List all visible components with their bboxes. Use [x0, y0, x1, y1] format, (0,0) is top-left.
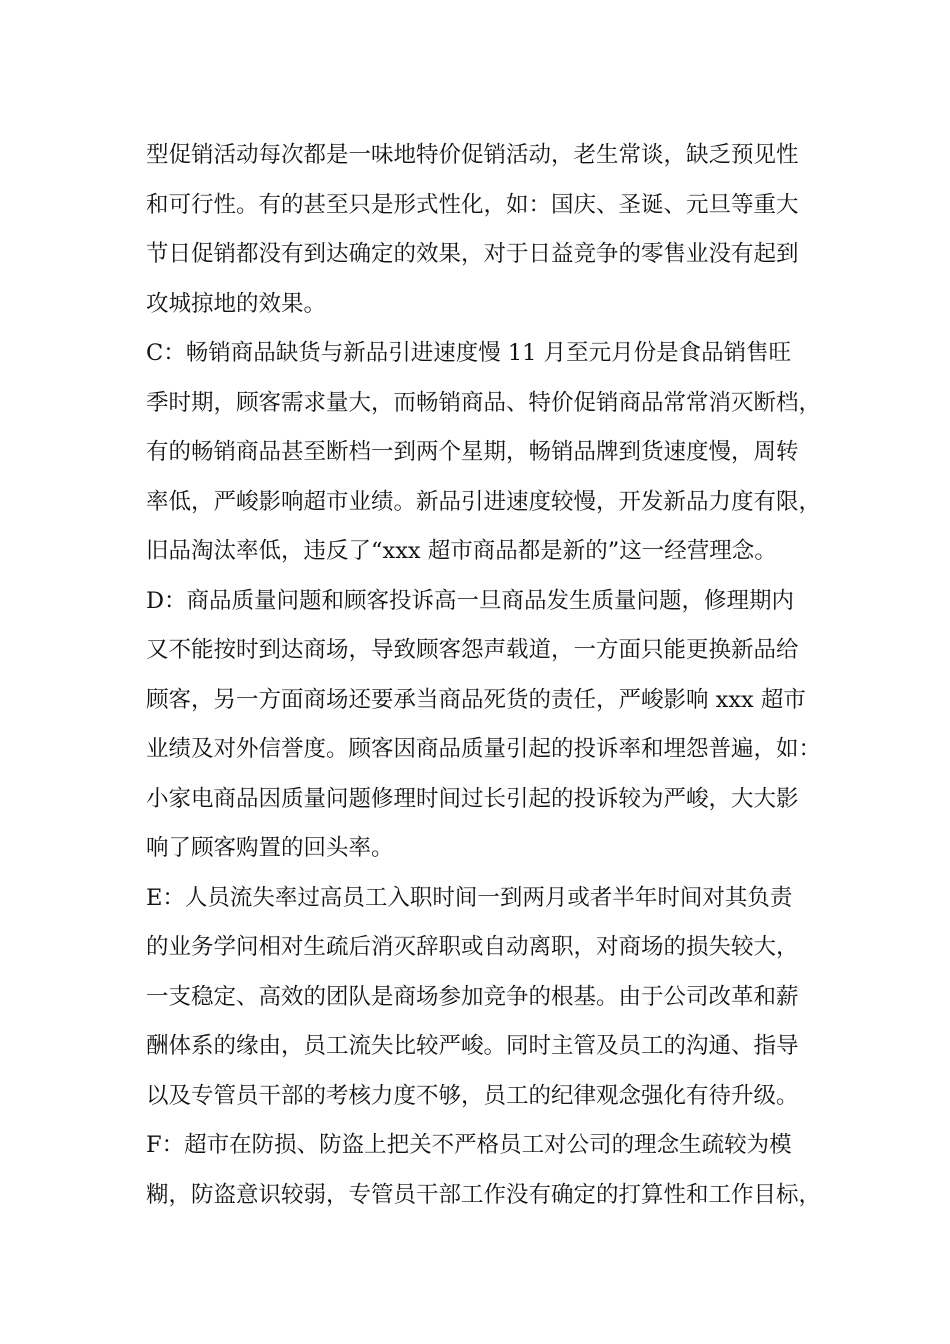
text-line: 又不能按时到达商场，导致顾客怨声载道，一方面只能更换新品给	[146, 637, 799, 663]
text-line: 响了顾客购置的回头率。	[146, 835, 394, 861]
text-line: 节日促销都没有到达确定的效果，对于日益竞争的零售业没有起到	[146, 241, 799, 267]
text-line: 一支稳定、高效的团队是商场参加竞争的根基。由于公司改革和薪	[146, 983, 799, 1010]
body-text	[146, 131, 836, 1220]
text-line: 的业务学问相对生疏后消灭辞职或自动离职，对商场的损失较大，	[146, 934, 799, 960]
text-line: 旧品淘汰率低，违反了“xxx 超市商品都是新的”这一经营理念。	[146, 538, 777, 564]
text-line: 以及专管员干部的考核力度不够，员工的纪律观念强化有待升级。	[146, 1082, 799, 1109]
text-line: 糊，防盗意识较弱，专管员干部工作没有确定的打算性和工作目标，	[146, 1181, 822, 1208]
paragraph-f-start: F：超市在防损、防盗上把关不严格员工对公司的理念生疏较为模	[146, 1132, 792, 1158]
text-line: 顾客，另一方面商场还要承当商品死货的责任，严峻影响 xxx 超市	[146, 686, 806, 713]
text-line: 率低，严峻影响超市业绩。新品引进速度较慢，开发新品力度有限，	[146, 488, 822, 515]
text-line: 和可行性。有的甚至只是形式性化，如：国庆、圣诞、元旦等重大	[146, 191, 799, 218]
text-line: 攻城掠地的效果。	[146, 290, 327, 317]
text-line: 季时期，顾客需求量大，而畅销商品、特价促销商品常常消灭断档，	[146, 389, 822, 416]
paragraph-d-start: D：商品质量问题和顾客投诉高一旦商品发生质量问题，修理期内	[146, 587, 795, 614]
paragraph-e-start: E：人员流失率过高员工入职时间一到两月或者半年时间对其负责	[146, 884, 793, 911]
text-line: 小家电商品因质量问题修理时间过长引起的投诉较为严峻，大大影	[146, 785, 799, 812]
text-line: 业绩及对外信誉度。顾客因商品质量引起的投诉率和埋怨普遍，如：	[146, 736, 822, 762]
text-line: 型促销活动每次都是一味地特价促销活动，老生常谈，缺乏预见性	[146, 142, 799, 168]
text-line: 有的畅销商品甚至断档一到两个星期，畅销品牌到货速度慢，周转	[146, 439, 799, 465]
paragraph-c-start: C：畅销商品缺货与新品引进速度慢 11 月至元月份是食品销售旺	[146, 340, 792, 366]
text-line: 酬体系的缘由，员工流失比较严峻。同时主管及员工的沟通、指导	[146, 1033, 799, 1059]
